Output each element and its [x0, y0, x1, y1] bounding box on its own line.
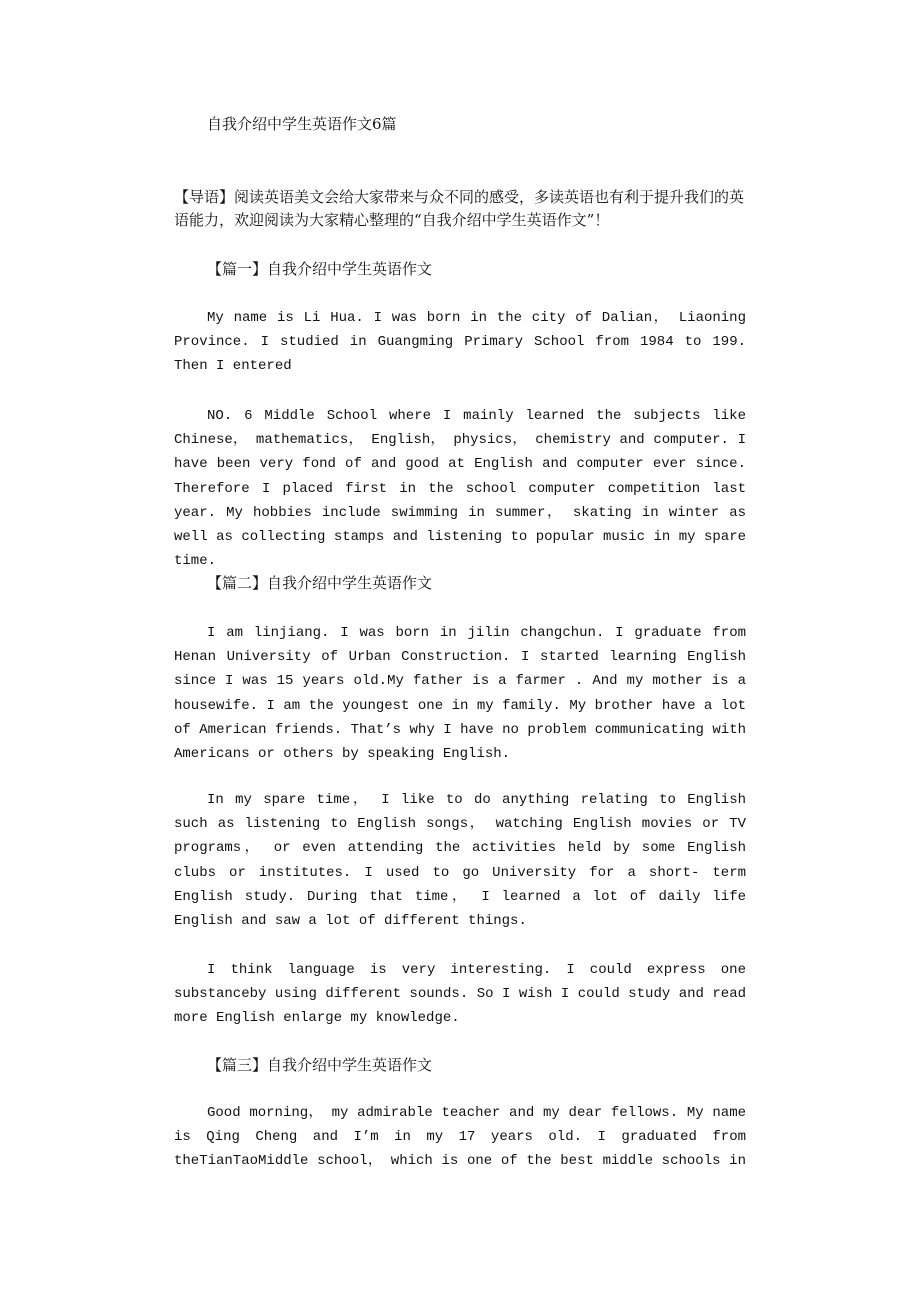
- section-3-paragraph-1: Good morning， my admirable teacher and my dear fellows. My name is Qing Cheng and I’m in my 17 years old. I graduated from theTianTaoMiddle school， which is one of the best middle schools in: [174, 1105, 746, 1170]
- section-1-paragraph-1: My name is Li Hua. I was born in the city of Dalian， Liaoning Province. I studied in Guangming Primary School from 1984 to 199. Then I entered: [174, 310, 746, 375]
- document-title: 自我介绍中学生英语作文6篇: [207, 115, 397, 133]
- section-1-paragraph-2: NO. 6 Middle School where I mainly learned the subjects like Chinese， mathematics， English， physics， chemistry and computer. I have been very fond of and good at English and computer ever since. Therefore I placed first in the school computer competition last year. My hobbies include swimming in summer， skating in winter as well as collecting stamps and listening to popular music in my spare time.: [174, 408, 746, 570]
- section-2-paragraph-1: I am linjiang. I was born in jilin changchun. I graduate from Henan University of Urban Construction. I started learning English since I was 15 years old.My father is a farmer . And my mother is a housewife. I am the youngest one in my family. My brother have a lot of American friends. That’s why I have no problem communicating with Americans or others by speaking English.: [174, 625, 746, 763]
- intro-paragraph: 【导语】阅读英语美文会给大家带来与众不同的感受，多读英语也有利于提升我们的英语能力，欢迎阅读为大家精心整理的“自我介绍中学生英语作文”！: [174, 188, 745, 229]
- section-2-paragraph-2: In my spare time， I like to do anything relating to English such as listening to English songs， watching English movies or TV programs， or even attending the activities held by some English clubs or institutes. I used to go University for a short- term English study. During that time， I learned a lot of daily life English and saw a lot of different things.: [174, 792, 746, 930]
- section-heading-1: 【篇一】自我介绍中学生英语作文: [207, 260, 433, 278]
- section-heading-2: 【篇二】自我介绍中学生英语作文: [207, 574, 433, 592]
- section-heading-3: 【篇三】自我介绍中学生英语作文: [207, 1056, 433, 1074]
- section-2-paragraph-3: I think language is very interesting. I could express one substanceby using different sounds. So I wish I could study and read more English enlarge my knowledge.: [174, 962, 746, 1027]
